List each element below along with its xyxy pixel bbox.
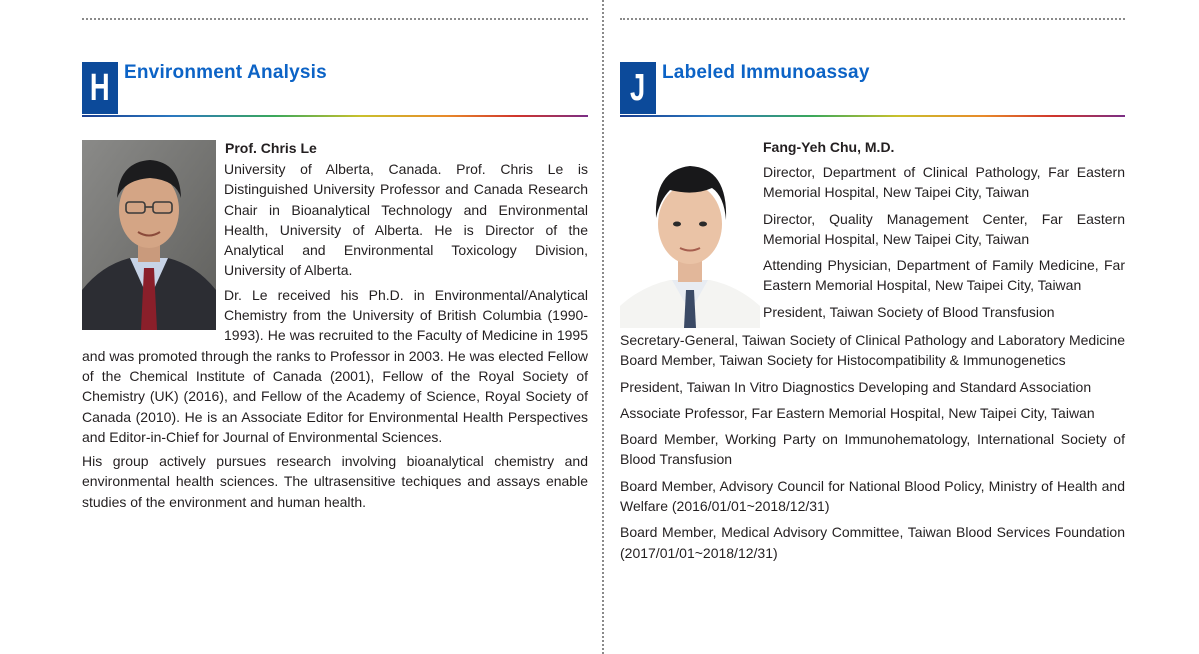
role-item: Associate Professor, Far Eastern Memorial Hospital, New Taipei City, Taiwan <box>620 404 1095 421</box>
speaker-name: Prof. Chris Le <box>225 140 317 156</box>
top-dotted-rule-right <box>620 18 1125 20</box>
role-item: Board Member, Working Party on Immunohematology, International Society of Blood Transfusion <box>620 431 1125 468</box>
section-title: Environment Analysis <box>124 62 327 83</box>
section-environment-analysis <box>82 60 588 510</box>
top-dotted-rule-left <box>82 18 588 20</box>
role-item: President, Taiwan Society of Blood Transfusion <box>763 303 1055 320</box>
section-letter-badge <box>620 62 656 114</box>
rainbow-divider <box>82 115 588 117</box>
bio-paragraph: University of Alberta, Canada. Prof. Chris Le is Distinguished University Professor and Canada Research Chair in Bioanalytical Technology and Environmental Health, University of Alberta. He is Director of the Analytical and Environmental Toxicology Division, University of Alberta. <box>224 161 588 279</box>
role-item: Director, Quality Management Center, Far Eastern Memorial Hospital, New Taipei City, Taiwan <box>763 210 1125 247</box>
section-letter: J <box>630 67 646 109</box>
speaker-photo <box>620 144 760 328</box>
bio-paragraph: His group actively pursues research involving bioanalytical chemistry and environmental health sciences. The ultrasensitive techiques and assays enable studies of the environment and human health. <box>82 453 588 510</box>
bio-paragraph: Dr. Le received his Ph.D. in Environmental/Analytical Chemistry from the University of British Columbia (1990-1993). He was recruited to the Faculty of Medicine in 1995 and was promoted through the ranks to Professor in 2003. He was elected Fellow of the Chemical Institute of Canada (2001), Fellow of the Royal Society of Chemistry (UK) (2016), and Fellow of the Academy of Science, Royal Society of Canada (2010). He is an Associate Editor for Environmental Health Perspectives and Editor-in-Chief for Journal of Environmental Sciences. <box>82 286 588 445</box>
rainbow-divider <box>620 115 1125 117</box>
role-item: Secretary-General, Taiwan Society of Clinical Pathology and Laboratory Medicine Board Member, Taiwan Society for Histocompatibility & Immunogenetics <box>620 332 1125 369</box>
speaker-name: Fang-Yeh Chu, M.D. <box>763 139 895 155</box>
column-divider <box>602 0 604 654</box>
role-item: President, Taiwan In Vitro Diagnostics Developing and Standard Association <box>620 378 1092 395</box>
speaker-photo <box>82 140 216 330</box>
section-header <box>82 60 588 116</box>
section-labeled-immunoassay <box>620 60 1125 561</box>
role-item: Director, Department of Clinical Pathology, Far Eastern Memorial Hospital, New Taipei City, Taiwan <box>763 164 1125 201</box>
section-title: Labeled Immunoassay <box>662 62 870 83</box>
section-header <box>620 60 1125 116</box>
role-item: Board Member, Medical Advisory Committee, Taiwan Blood Services Foundation (2017/01/01~2018/12/31) <box>620 524 1125 561</box>
role-list-beside-photo <box>763 162 1125 328</box>
role-list-full-width <box>620 330 1125 569</box>
speaker-bio <box>82 140 588 512</box>
section-letter-badge <box>82 62 118 114</box>
role-item: Board Member, Advisory Council for National Blood Policy, Ministry of Health and Welfare (2016/01/01~2018/12/31) <box>620 477 1125 515</box>
role-item: Attending Physician, Department of Family Medicine, Far Eastern Memorial Hospital, New Taipei City, Taiwan <box>763 257 1125 294</box>
section-letter: H <box>90 67 110 109</box>
